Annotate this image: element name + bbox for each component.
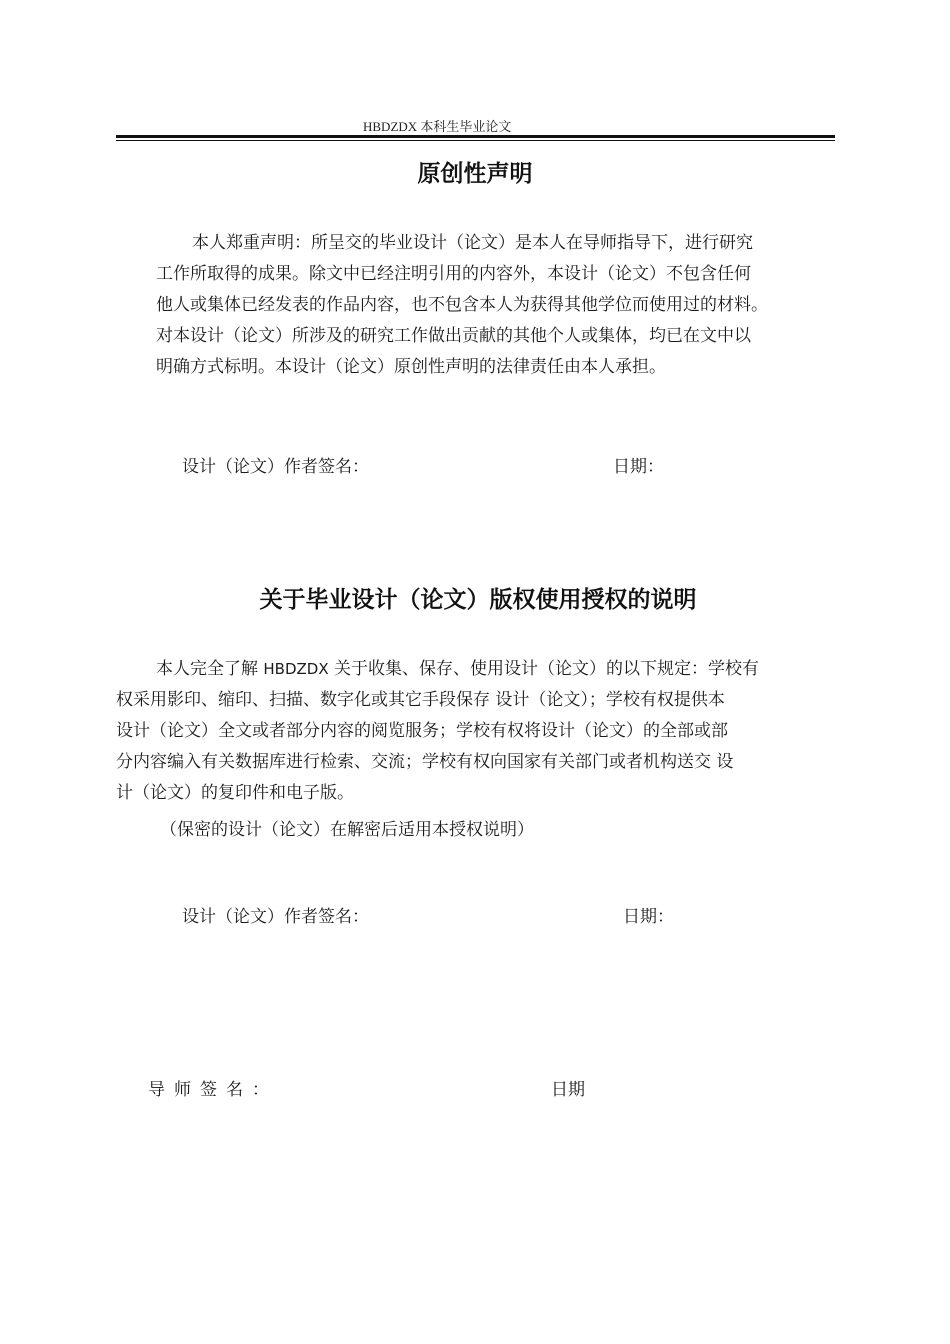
date-label-2: 日期： <box>623 907 674 927</box>
authorization-line: 分内容编入有关数据库进行检索、交流；学校有权向国家有关部门或者机构送交 设 <box>116 752 734 772</box>
copyright-authorization-body <box>116 654 828 809</box>
copyright-authorization-title: 关于毕业设计（论文）版权使用授权的说明 <box>259 587 697 613</box>
authorization-line-prefix: 本人完全了解 <box>156 659 264 679</box>
author-signature-label-2: 设计（论文）作者签名： <box>182 907 369 927</box>
header-rule <box>116 135 835 142</box>
originality-line: 本人郑重声明：所呈交的毕业设计（论文）是本人在导师指导下，进行研究 <box>192 233 753 253</box>
originality-line: 明确方式标明。本设计（论文）原创性声明的法律责任由本人承担。 <box>156 357 666 377</box>
authorization-line <box>116 654 828 685</box>
confidentiality-note: （保密的设计（论文）在解密后适用本授权说明） <box>160 820 534 840</box>
originality-line: 工作所取得的成果。除文中已经注明引用的内容外，本设计（论文）不包含任何 <box>156 264 751 284</box>
originality-line: 他人或集体已经发表的作品内容，也不包含本人为获得其他学位而使用过的材料。 <box>156 295 768 315</box>
header-rule-thick <box>116 135 835 138</box>
advisor-signature-label: 导师签名： <box>148 1080 278 1100</box>
advisor-date-label: 日期 <box>551 1080 585 1100</box>
originality-statement-title: 原创性声明 <box>417 161 533 187</box>
header-rule-thin <box>116 140 835 141</box>
originality-statement-body <box>156 228 828 383</box>
authorization-line: 权采用影印、缩印、扫描、数字化或其它手段保存 设计（论文）；学校有权提供本 <box>116 690 725 710</box>
institution-abbreviation: HBDZDX <box>263 660 329 678</box>
author-signature-label-1: 设计（论文）作者签名： <box>182 457 369 477</box>
running-title: HBDZDX 本科生毕业论文 <box>363 119 512 134</box>
authorization-line: 计（论文）的复印件和电子版。 <box>116 783 354 803</box>
date-label-1: 日期： <box>613 457 664 477</box>
originality-line: 对本设计（论文）所涉及的研究工作做出贡献的其他个人或集体，均已在文中以 <box>156 326 751 346</box>
authorization-line: 设计（论文）全文或者部分内容的阅览服务；学校有权将设计（论文）的全部或部 <box>116 721 728 741</box>
authorization-line-suffix: 关于收集、保存、使用设计（论文）的以下规定：学校有 <box>328 659 760 679</box>
